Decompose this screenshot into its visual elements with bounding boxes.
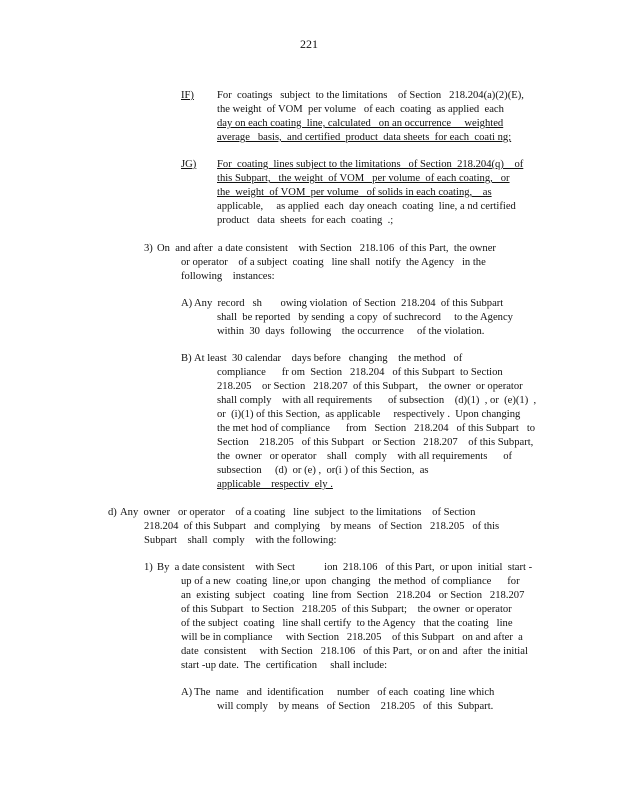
item-label: IF) — [181, 90, 194, 101]
text-line: 218.204 of this Subpart and complying by means of Section 218.205 of this — [144, 521, 500, 532]
text-line: the owner or operator shall comply with all requirements of — [217, 451, 513, 462]
text-line: applicable, as applied each day oneach coating line, a nd certified — [217, 201, 516, 212]
text-line: will be in compliance with Section 218.205 of this Subpart on and after a — [181, 632, 523, 643]
text-line: the met hod of compliance from Section 218.204 of this Subpart to — [217, 423, 536, 434]
text-line: within 30 days following the occurrence of the violation. — [217, 326, 485, 337]
text-line: date consistent with Section 218.106 of this Part, or on and after the initial — [181, 646, 528, 657]
text-line: The name and identification number of each coating line which — [194, 687, 495, 698]
text-line: start -up date. The certification shall include: — [181, 660, 388, 671]
text-line: of the subject coating line shall certify to the Agency that the coating line — [181, 618, 513, 629]
text-line: Subpart shall comply with the following: — [144, 535, 337, 546]
text-line: subsection (d) or (e) , or(i ) of this Section, as — [217, 465, 429, 476]
item-label: d) — [108, 507, 117, 518]
text-line: the weight of VOM per volume of each coating as applied each — [217, 104, 504, 115]
text-line: or (i)(1) of this Section, as applicable respectively . Upon changing — [217, 409, 521, 420]
text-line: At least 30 calendar days before changing the method of — [194, 353, 463, 364]
text-line: will comply by means of Section 218.205 of this Subpart. — [217, 701, 494, 712]
text-line: 218.205 or Section 218.207 of this Subpart, the owner or operator — [217, 381, 523, 392]
text-line: shall be reported by sending a copy of suchrecord to the Agency — [217, 312, 513, 323]
text-line: Any record sh owing violation of Section 218.204 of this Subpart — [194, 298, 504, 309]
text-line: up of a new coating line,or upon changing the method of compliance for — [181, 576, 520, 587]
text-line: compliance fr om Section 218.204 of this Subpart to Section — [217, 367, 503, 378]
text-line: this Subpart, the weight of VOM per volume of each coating, or — [217, 173, 510, 184]
text-line: of this Subpart to Section 218.205 of this Subpart; the owner or operator — [181, 604, 512, 615]
item-label: B) — [181, 353, 192, 364]
item-label: A) — [181, 687, 193, 698]
item-label: JG) — [181, 159, 197, 170]
page-number: 221 — [300, 37, 318, 51]
text-line: By a date consistent with Sect ion 218.106 of this Part, or upon initial start - — [157, 562, 533, 573]
text-line: Any owner or operator of a coating line subject to the limitations of Section — [120, 507, 476, 518]
text-line: On and after a date consistent with Section 218.106 of this Part, the owner — [157, 243, 496, 254]
text-line: an existing subject coating line from Section 218.204 or Section 218.207 — [181, 590, 525, 601]
text-line: or operator of a subject coating line shall notify the Agency in the — [181, 257, 486, 268]
text-line: product data sheets for each coating .; — [217, 215, 394, 226]
text-line: applicable respectiv ely . — [217, 479, 333, 490]
text-line: Section 218.205 of this Subpart or Section 218.207 of this Subpart, — [217, 437, 534, 448]
text-line: the weight of VOM per volume of solids in each coating, as — [217, 187, 492, 198]
item-label: 1) — [144, 562, 153, 573]
text-line: day on each coating line, calculated on an occurrence weighted — [217, 118, 504, 129]
text-line: shall comply with all requirements of subsection (d)(1) , or (e)(1) , — [217, 395, 537, 406]
text-line: For coatings subject to the limitations of Section 218.204(a)(2)(E), — [217, 90, 524, 101]
item-label: A) — [181, 298, 193, 309]
item-label: 3) — [144, 243, 153, 254]
text-line: following instances: — [181, 271, 275, 282]
text-line: average basis, and certified product data sheets for each coati ng; — [217, 132, 512, 143]
text-line: For coating lines subject to the limitations of Section 218.204(q) of — [217, 159, 524, 170]
